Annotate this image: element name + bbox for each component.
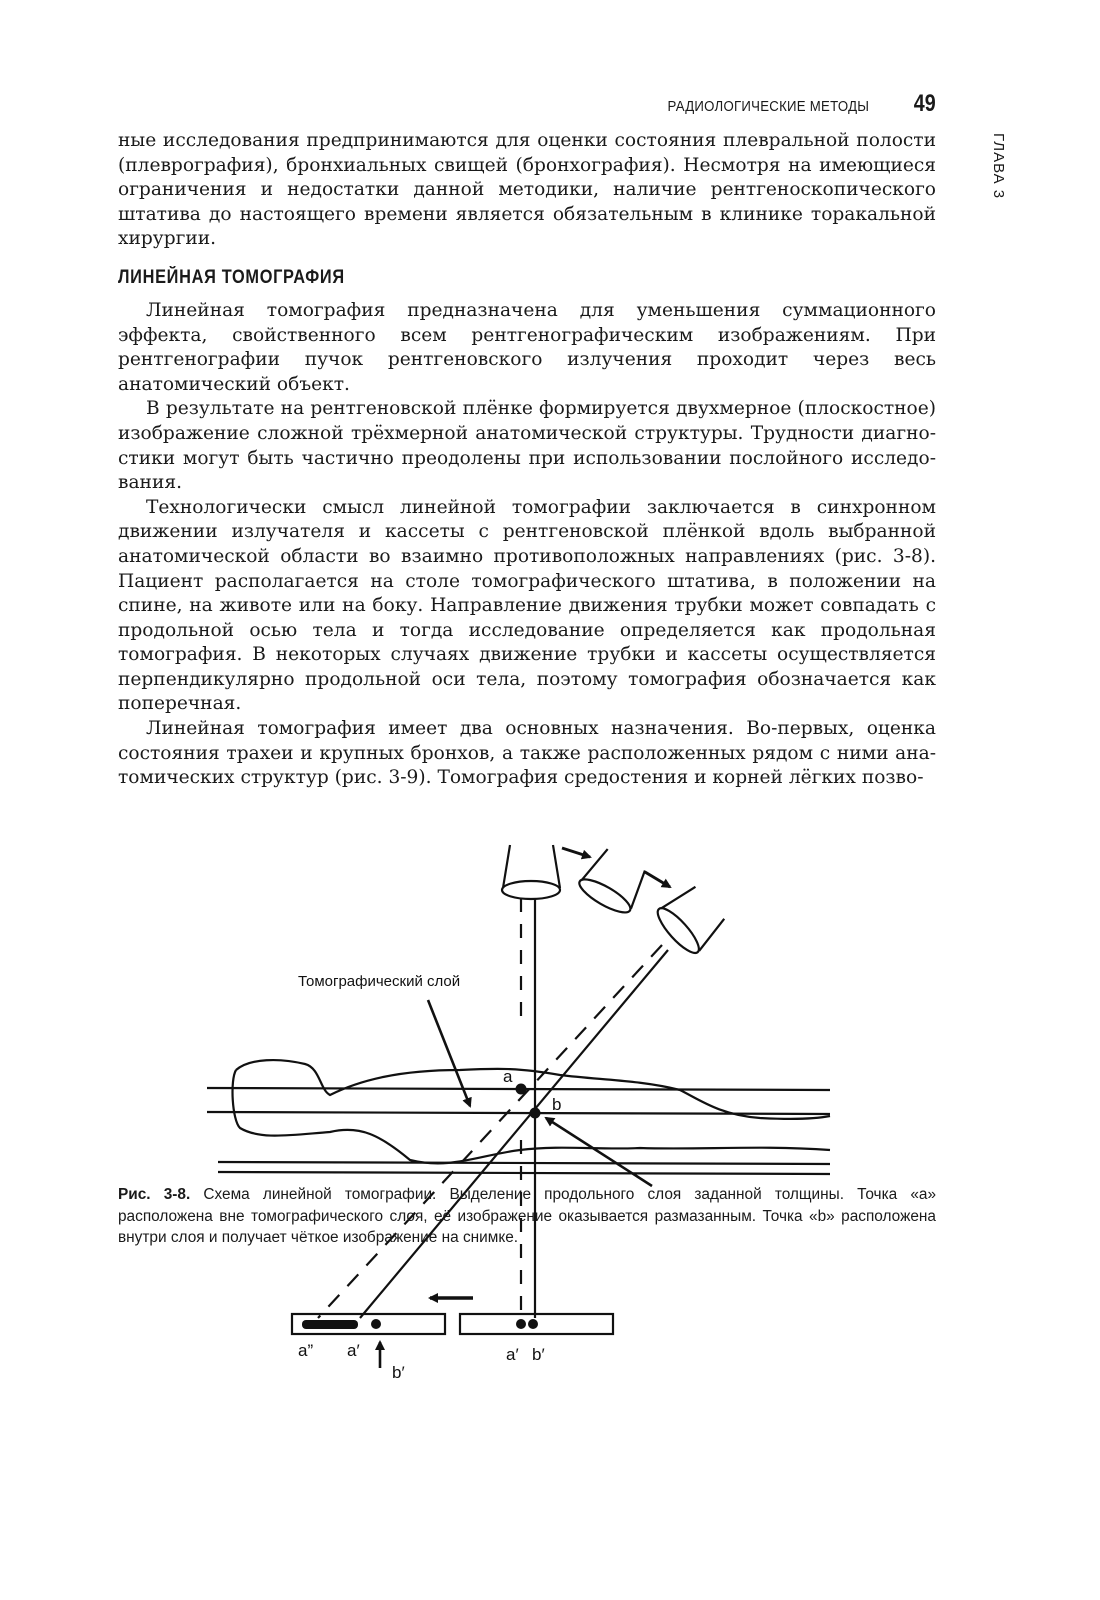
point-a [516, 1084, 527, 1095]
oblique-beam-dashed [318, 945, 662, 1318]
tube-motion-arrow [562, 848, 590, 857]
point-b-pointer-arrow [546, 1118, 652, 1186]
section-heading: ЛИНЕЙНАЯ ТОМОГРАФИЯ [118, 266, 345, 288]
layer-pointer-arrow [428, 1000, 470, 1106]
tomographic-layer-line [207, 1112, 830, 1114]
xray-tube-icon [652, 881, 729, 958]
oblique-beam-solid [360, 950, 668, 1318]
film-label-a-prime: a′ [347, 1341, 360, 1360]
film2-label-a-prime: a′ [506, 1345, 519, 1364]
point-b-label: b [552, 1095, 562, 1114]
film2-label-b-prime: b′ [532, 1345, 545, 1364]
tube-motion-arrow [645, 872, 670, 887]
blurred-image-a [302, 1320, 358, 1329]
film2-point-b-prime [528, 1319, 538, 1329]
point-a-label: a [503, 1067, 513, 1086]
layer-label: Томографический слой [298, 973, 461, 990]
film-point-a-prime [371, 1319, 381, 1329]
paragraph: В результате на рентгеновской плёнке формируется двухмерное (плоскостное) изображение сложной трёхмерной анатомической структуры. Трудности диагностики могут быть частично преодолены при использовании послойного исследования. [118, 398, 936, 494]
caption-label: Рис. 3-8. [118, 1186, 191, 1203]
film2-point-a-prime [516, 1319, 526, 1329]
figure-caption [118, 1184, 936, 1249]
section-name: РАДИОЛОГИЧЕСКИЕ МЕТОДЫ [667, 98, 870, 115]
paragraph: ные исследования предпринимаются для оценки состояния плевральной полости (плеврография), бронхиальных свищей (бронхография). Несмотря на имеющиеся ограничения и недостатки данной методики, наличие рентгеноскопического штатива до настоящего времени является обязательным в клинике торакальной хирургии. [118, 130, 936, 250]
table-line [218, 1172, 830, 1174]
xray-tube-icon [502, 845, 560, 899]
film-label-a-blur: a” [298, 1341, 314, 1360]
body-text [118, 129, 936, 791]
point-b [530, 1108, 541, 1119]
paragraph: Линейная томография имеет два основных назначения. Во-первых, оценка состояния трахеи и крупных бронхов, а также расположенных рядом с ними анатомических структур (рис. 3-9). Томография средостения и корней лёгких позво- [118, 718, 936, 789]
page-number: 49 [914, 90, 936, 117]
film-label-b-prime: b′ [392, 1363, 405, 1382]
caption-text: Схема линейной томографии. Выделение продольного слоя заданной толщины. Точка «a» расположена вне томографического слоя, её изображение оказывается размазанным. Точка «b» расположена внутри слоя и получает чёткое изображение на снимке. [118, 1186, 937, 1246]
paragraph: Линейная томография предназначена для уменьшения суммационного эффекта, свойственного всем рентгенографическим изображениям. При рентгенографии пучок рентгеновского излучения проходит через весь анатомический объект. [118, 299, 936, 395]
running-head [118, 88, 936, 116]
chapter-side-tab: ГЛАВА 3 [990, 133, 1007, 200]
table-line [218, 1162, 830, 1164]
paragraph: Технологически смысл линейной томографии заключается в синхронном движении излучателя и кассеты с рентгеновской плёнкой вдоль выбранной анатомической области во взаимно противоположных направлениях (рис. 3-8). Пациент располагается на столе томографического штатива, в положении на спине, на животе или на боку. Направление движения трубки может совпадать с продольной осью тела и тогда исследование определяется как продольная томография. В некоторых случаях движение трубки и кассеты осуществляется перпендикулярно продольной оси тела, поэтому томография обозначается как поперечная. [118, 496, 936, 715]
